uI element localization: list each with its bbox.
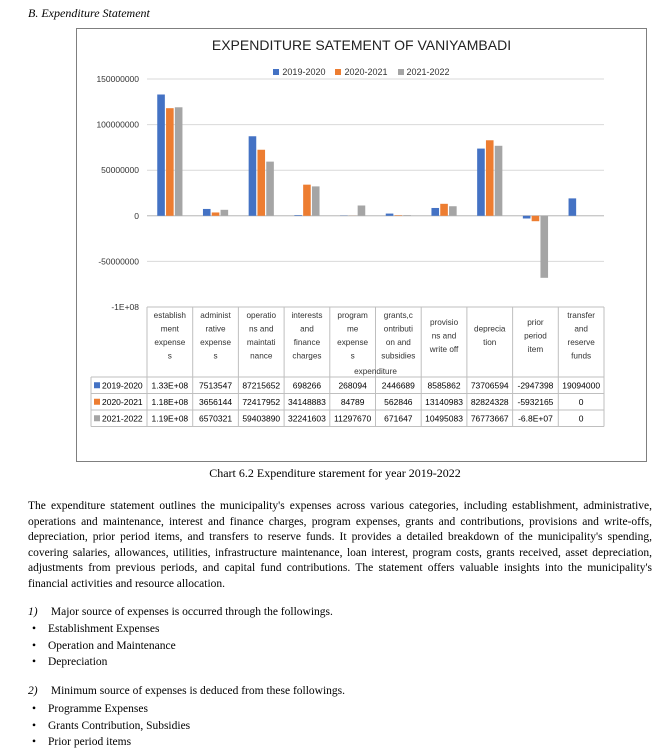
x-category-label: s	[350, 351, 355, 361]
bar-2019-2020	[203, 209, 211, 216]
x-category-label: ment	[160, 324, 179, 334]
x-category-label: expense	[200, 338, 232, 347]
list2-number: 2)	[28, 685, 38, 697]
x-category-label: and	[300, 324, 314, 334]
table-cell-value: 1.33E+08	[151, 380, 189, 391]
table-cell-value: 13140983	[425, 396, 463, 407]
table-series-label: 2021-2022	[102, 413, 143, 424]
bar-2021-2022	[449, 206, 457, 216]
table-cell-value: -6.8E+07	[518, 413, 553, 424]
x-category-label: operatio	[246, 311, 277, 320]
x-category-label: grants,c	[383, 311, 413, 320]
table-cell-value: 10495083	[425, 413, 463, 424]
x-category-label: reserve	[567, 338, 595, 347]
bar-2020-2021	[486, 140, 494, 216]
table-cell-value: 0	[578, 413, 584, 424]
y-tick-label: -50000000	[98, 256, 139, 267]
y-tick-label: 0	[134, 210, 139, 221]
bar-2019-2020	[157, 95, 165, 216]
list-item: • Prior period items	[28, 734, 190, 751]
table-cell-value: 698266	[292, 380, 322, 391]
bar-2019-2020	[249, 136, 257, 216]
table-cell-value: 72417952	[242, 396, 281, 407]
x-category-label: s	[213, 351, 218, 361]
bar-2021-2022	[358, 205, 366, 215]
bar-2020-2021	[440, 204, 448, 216]
x-category-label: period	[524, 331, 547, 341]
expenditure-chart	[76, 28, 647, 462]
table-series-label: 2019-2020	[102, 380, 143, 391]
table-cell-value: 6570321	[199, 413, 233, 424]
bar-2020-2021	[212, 212, 220, 215]
table-cell-value: 671647	[384, 413, 413, 424]
x-category-label: me	[346, 324, 359, 334]
chart-caption: Chart 6.2 Expenditure starement for year 2019-2022	[209, 466, 461, 480]
y-tick-label: -1E+08	[111, 302, 139, 312]
list-item: • Programme Expenses	[28, 701, 190, 718]
bar-2021-2022	[221, 210, 229, 216]
x-category-label: funds	[571, 351, 592, 361]
x-category-label: charges	[292, 351, 322, 361]
x-category-label: deprecia	[474, 324, 506, 334]
bar-2020-2021	[257, 150, 265, 216]
table-series-label: 2020-2021	[102, 396, 143, 407]
bar-2019-2020	[523, 216, 531, 219]
x-category-label: ns and	[248, 324, 274, 334]
list1-heading	[28, 606, 333, 618]
table-cell-value: 73706594	[470, 380, 509, 391]
bar-2021-2022	[312, 186, 320, 215]
table-cell-value: 76773667	[470, 413, 509, 424]
bar-2020-2021	[532, 216, 540, 221]
table-cell-value: 82824328	[470, 396, 509, 407]
x-category-label: on and	[385, 338, 411, 347]
x-category-label: tion	[483, 338, 497, 347]
x-axis-title: expenditure	[354, 367, 397, 376]
y-tick-label: 50000000	[101, 165, 139, 176]
bar-2020-2021	[303, 185, 311, 216]
x-category-label: transfer	[567, 311, 596, 320]
bar-2020-2021	[166, 108, 174, 216]
table-legend-key	[94, 415, 100, 421]
table-cell-value: 59403890	[242, 413, 281, 424]
x-category-label: subsidies	[381, 351, 416, 361]
bar-2021-2022	[175, 107, 183, 216]
list2-items	[28, 701, 190, 751]
list2-heading-text: Minimum source of expenses is deduced from these followings.	[50, 685, 346, 697]
bar-2021-2022	[266, 162, 274, 216]
bar-2019-2020	[569, 198, 577, 215]
list2-heading	[28, 685, 345, 697]
list1-items	[28, 621, 176, 671]
bar-2019-2020	[431, 208, 439, 216]
list-item: • Establishment Expenses	[28, 621, 176, 638]
x-category-label: ns and	[431, 331, 457, 341]
x-category-label: expense	[337, 338, 369, 347]
y-tick-label: 100000000	[96, 119, 139, 130]
x-category-label: ontributi	[383, 324, 413, 334]
table-cell-value: 7513547	[199, 380, 233, 391]
x-category-label: expense	[154, 338, 186, 347]
bar-2021-2022	[403, 215, 411, 216]
bar-2019-2020	[477, 149, 485, 216]
section-heading: B. Expenditure Statement	[28, 6, 150, 20]
bar-2020-2021	[395, 215, 403, 216]
x-category-label: and	[574, 324, 588, 334]
x-category-label: establish	[153, 311, 187, 320]
x-category-label: finance	[293, 338, 321, 347]
legend-label-2019-2020: 2019-2020	[282, 67, 326, 77]
table-cell-value: -2947398	[517, 380, 554, 391]
x-category-label: prior	[527, 317, 544, 327]
list-item: • Operation and Maintenance	[28, 638, 176, 655]
list1-heading-text: Major source of expenses is occurred through the followings.	[50, 606, 333, 618]
table-cell-value: 32241603	[288, 413, 326, 424]
x-category-label: rative	[205, 324, 226, 334]
x-category-label: s	[167, 351, 172, 361]
table-cell-value: 1.18E+08	[151, 396, 189, 407]
table-cell-value: 1.19E+08	[151, 413, 189, 424]
chart-title: EXPENDITURE SATEMENT OF VANIYAMBADI	[211, 37, 512, 53]
y-tick-label: 150000000	[96, 74, 139, 84]
chart-plot-area	[77, 29, 646, 461]
x-category-label: write off	[429, 344, 459, 354]
table-cell-value: 562846	[384, 396, 413, 407]
table-cell-value: 19094000	[562, 380, 601, 391]
table-cell-value: 8585862	[427, 380, 461, 391]
list-item: • Grants Contribution, Subsidies	[28, 718, 190, 735]
x-category-label: interests	[291, 311, 323, 320]
table-cell-value: 11297670	[334, 413, 372, 424]
list-item: • Depreciation	[28, 654, 176, 671]
table-cell-value: 268094	[338, 380, 367, 391]
table-cell-value: 84789	[340, 396, 365, 407]
table-cell-value: 34148883	[288, 396, 326, 407]
list1-number: 1)	[28, 606, 38, 618]
description-paragraph: The expenditure statement outlines the municipality's expenses across various categories, including establishment, administrative, operations and maintenance, interest and finance charges, program expenses, grants and contributions, provisions and write-offs, depreciation, prior period items, and transfers to reserve funds. It provides a detailed breakdown of the municipality's spending, covering salaries, allowances, utilities, infrastructure maintenance, loan interest, program costs, grants received, asset depreciation, adjustments from previous periods, and capital fund contributions. The statement offers valuable insights into the municipality's financial activities and resource allocation.	[28, 500, 652, 590]
x-category-label: administ	[200, 311, 231, 320]
table-cell-value: 3656144	[199, 396, 233, 407]
x-category-label: nance	[250, 351, 273, 361]
bar-2021-2022	[540, 216, 548, 278]
x-category-label: program	[337, 311, 368, 320]
table-cell-value: 2446689	[381, 380, 415, 391]
table-cell-value: -5932165	[517, 396, 554, 407]
table-legend-key	[94, 399, 100, 405]
bar-2019-2020	[294, 215, 302, 216]
x-category-label: provisio	[429, 317, 459, 327]
x-category-label: maintati	[246, 338, 276, 347]
legend-label-2020-2021: 2020-2021	[344, 67, 388, 77]
table-cell-value: 0	[578, 396, 584, 407]
bar-2021-2022	[495, 146, 503, 216]
table-legend-key	[94, 382, 100, 388]
x-category-label: item	[527, 344, 544, 354]
legend-label-2021-2022: 2021-2022	[406, 67, 450, 77]
table-cell-value: 87215652	[242, 380, 281, 391]
bar-2019-2020	[386, 214, 394, 216]
